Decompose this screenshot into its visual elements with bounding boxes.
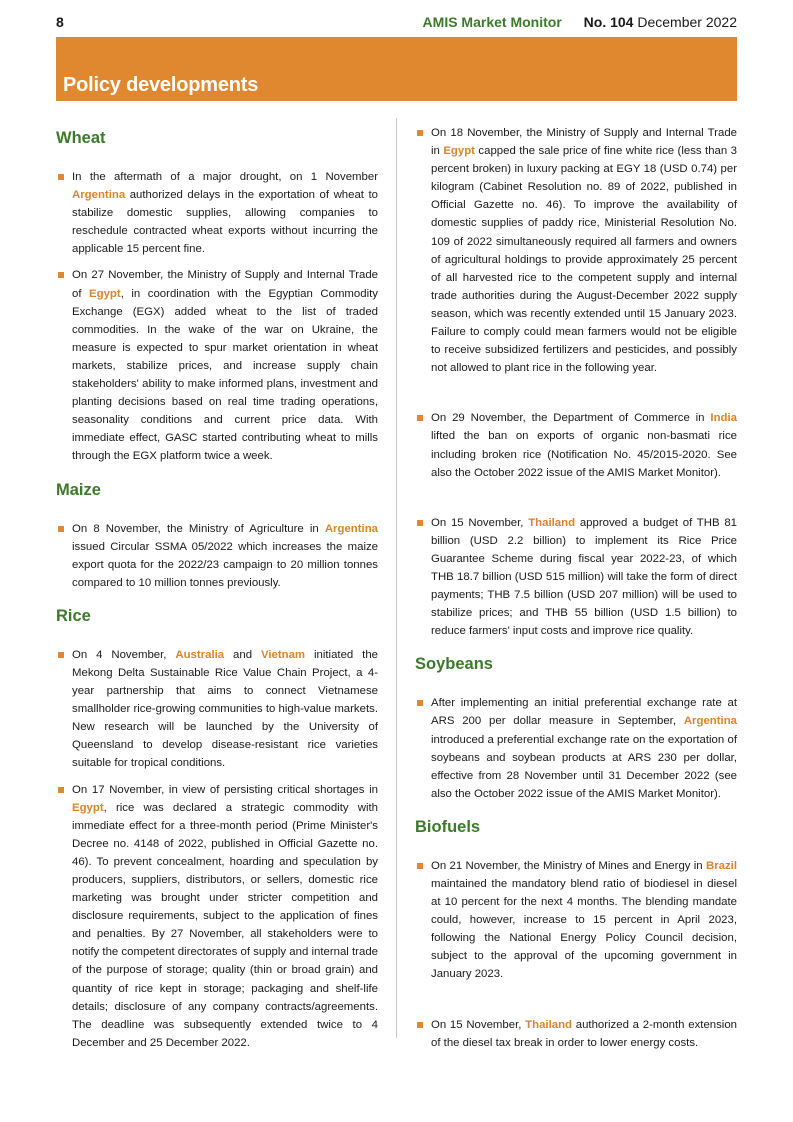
bullet-marker — [58, 174, 64, 180]
country-name: Thailand — [525, 1018, 572, 1031]
country-name: Egypt — [89, 287, 121, 300]
bullet-marker — [417, 520, 423, 526]
policy-item: On 15 November, Thailand approved a budget of THB 81 billion (USD 2.2 billion) to implement its Rice Price Guarantee Scheme during fiscal year 2022-23, of which THB 18.7 billion (USD 515 million) will take the form of direct payments; THB 7.5 billion (USD 207 million) will be used to stabilize prices; and THB 55 billion (USD 1.5 billion) to reduce farmers' input costs and improve rice quality. — [415, 514, 737, 641]
bullet-marker — [58, 787, 64, 793]
section-heading-biofuels: Biofuels — [415, 817, 481, 836]
country-name: Brazil — [705, 859, 737, 872]
country-name: India — [710, 412, 737, 425]
policy-item: After implementing an initial preferential exchange rate at ARS 200 per dollar measure in September, Argentina introduced a preferential exchange rate on the exportation of soybeans and soybean products at ARS 230 per dollar, effective from 28 November until 31 December 2022 (see also the October 2022 issue of the AMIS Market Monitor). — [415, 694, 737, 803]
policy-item: On 15 November, Thailand authorized a 2-month extension of the diesel tax break in order to lower energy costs. — [415, 1016, 737, 1052]
bullet-marker — [58, 526, 64, 532]
section-banner — [56, 37, 737, 101]
bullet-marker — [417, 1022, 423, 1028]
bullet-marker — [417, 415, 423, 421]
running-header — [423, 14, 737, 30]
policy-item: On 21 November, the Ministry of Mines and Energy in Brazil maintained the mandatory blend ratio of biodiesel in diesel at 10 percent for the next 4 months. The blending mandate could, however, increase to 15 percent in April 2023, following the National Energy Policy Council decision, subject to the approval of the upcoming government in January 2023. — [415, 857, 737, 984]
section-heading-rice: Rice — [56, 606, 91, 625]
section-heading-maize: Maize — [56, 480, 101, 499]
country-name: Australia — [175, 648, 225, 661]
issue-date: December 2022 — [637, 14, 737, 30]
section-heading-soybeans: Soybeans — [415, 655, 493, 674]
country-name: Vietnam — [260, 648, 306, 661]
policy-item: On 8 November, the Ministry of Agriculture in Argentina issued Circular SSMA 05/2022 which increases the maize export quota for the 2022/23 campaign to 20 million tonnes compared to 10 million tonnes previously. — [56, 520, 378, 592]
policy-item: On 17 November, in view of persisting critical shortages in Egypt, rice was declared a strategic commodity with immediate effect for a three-month period (Prime Minister's Decree no. 4148 of 2022, published in Official Gazette no. 46). To prevent concealment, hoarding and speculation by producers, suppliers, distributors, or sellers, domestic rice marketing was brought under stricter competition and disclosure requirements, subject to the application of fines and penalties. By 27 November, all stakeholders were to notify the competent directorates of supply and internal trade of the purpose of storage; quality (thin or broad grain) and quantity of rice kept in storage; packaging and shelf-life details; disclosure of any company contracts/agreements. The deadline was subsequently extended twice to 4 December and 25 December 2022. — [56, 781, 378, 1052]
publication-title: AMIS Market Monitor — [422, 14, 562, 30]
page-title: Policy developments — [63, 74, 259, 96]
bullet-marker — [417, 700, 423, 706]
country-name: Argentina — [324, 522, 378, 535]
right-column — [415, 124, 737, 1060]
page-number: 8 — [56, 14, 64, 30]
policy-item: On 29 November, the Department of Commerce in India lifted the ban on exports of organic non-basmati rice including broken rice (Notification No. 45/2015-2020. See also the October 2022 issue of the AMIS Market Monitor). — [415, 409, 737, 481]
country-name: Argentina — [72, 189, 126, 202]
section-heading-wheat: Wheat — [56, 129, 106, 147]
left-column — [56, 124, 378, 1060]
bullet-marker — [58, 652, 64, 658]
bullet-marker — [58, 272, 64, 278]
policy-item: In the aftermath of a major drought, on 1 November Argentina authorized delays in the exportation of wheat to stabilize domestic supplies, allowing companies to reschedule contracted wheat exports without incurring the applicable 15 percent fine. — [56, 168, 378, 258]
policy-item: On 4 November, Australia and Vietnam initiated the Mekong Delta Sustainable Rice Value Chain Project, a 4-year partnership that aims to connect Vietnamese smallholder rice-growing communities to high-value markets. New research will be launched by the University of Queensland to develop disease-resistant rice varieties suitable for tropical conditions. — [56, 646, 378, 773]
bullet-marker — [417, 130, 423, 136]
bullet-marker — [417, 863, 423, 869]
country-name: Thailand — [528, 516, 576, 529]
policy-item: On 18 November, the Ministry of Supply and Internal Trade in Egypt capped the sale price of fine white rice (less than 3 percent broken) in luxury packing at EGY 18 (USD 0.74) per kilogram (Cabinet Resolution no. 89 of 2022, published in Official Gazette no. 46). To improve the availability of domestic supplies of paddy rice, Ministerial Resolution No. 109 of 2022 simultaneously required all farmers and owners of agricultural holdings to provide approximately 25 percent of all harvested rice to the competent supply and internal trade authorities during the August-December 2022 supply season, which was recently extended until 15 January 2023. Failure to comply could mean farmers would not be eligible to receive subsidized fertilizers and pesticides, and possibly not allowed to plant rice in the following year. — [415, 124, 737, 377]
country-name: Egypt — [443, 145, 475, 158]
issue-number: No. 104 — [583, 14, 634, 30]
country-name: Argentina — [683, 715, 737, 728]
policy-item: On 27 November, the Ministry of Supply and Internal Trade of Egypt, in coordination with the Egyptian Commodity Exchange (EGX) added wheat to the list of traded commodities. In the wake of the war on Ukraine, the measure is expected to spur market orientation in wheat markets, stabilize prices, and increase supply chain stakeholders' ability to make informed plans, investment and planting decisions based on real time trading operations, seasonality conditions and current price data. With immediate effect, GASC started contributing wheat to mills through the EGX platform twice a week. — [56, 266, 378, 465]
country-name: Egypt — [72, 801, 104, 814]
column-divider — [396, 118, 397, 1038]
